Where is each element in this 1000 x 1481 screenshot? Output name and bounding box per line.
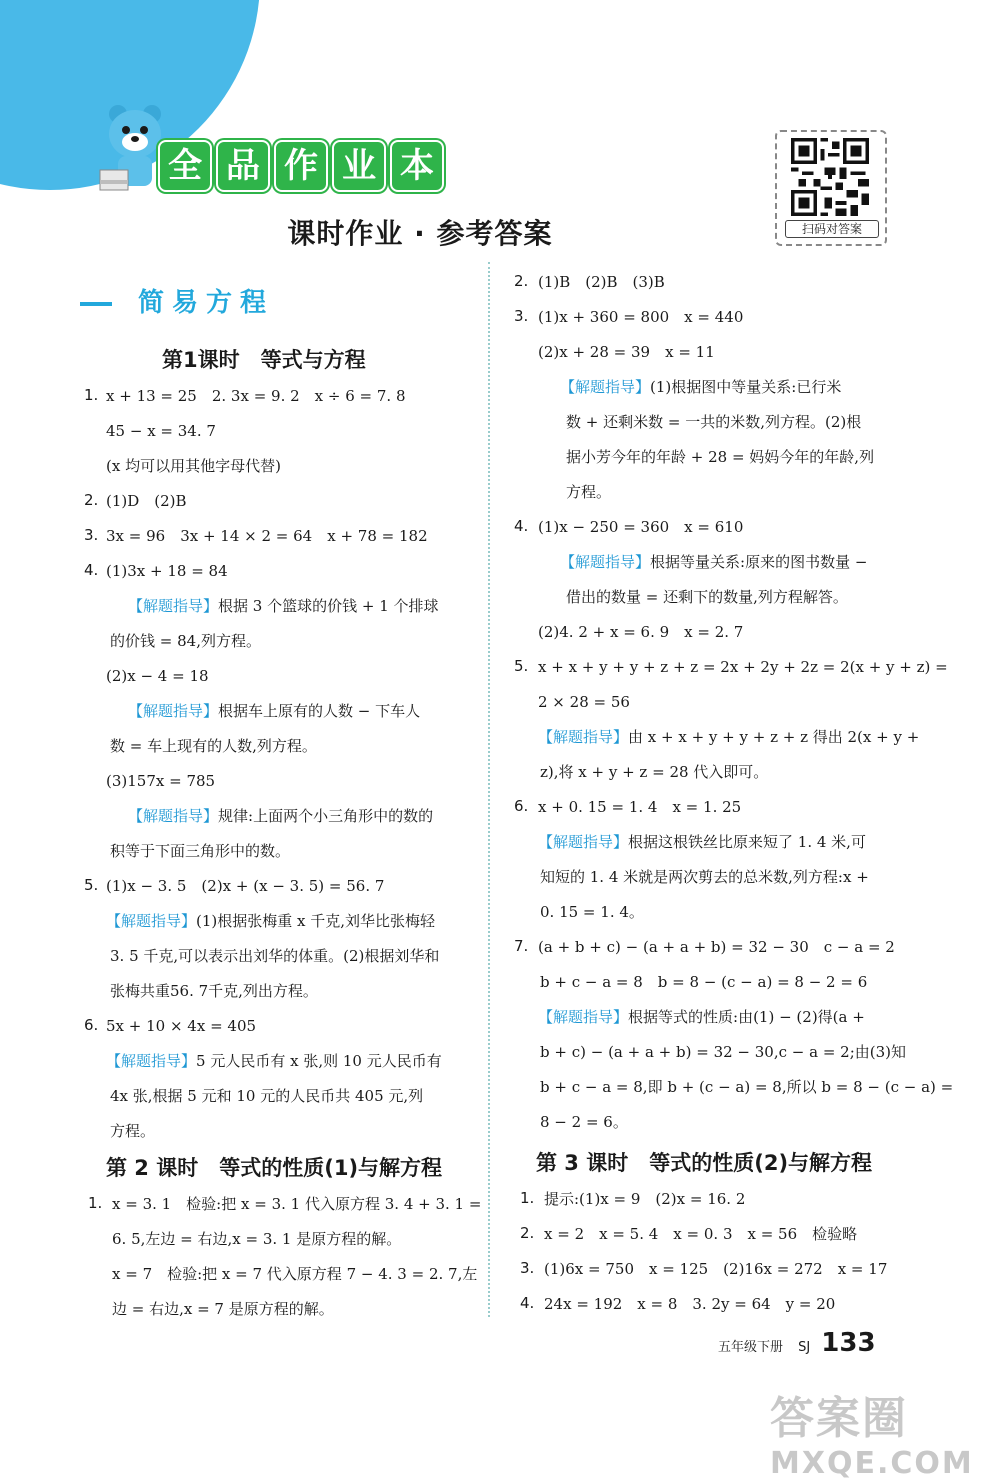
answer-line: x = 2 x = 5. 4 x = 0. 3 x = 56 检验略	[544, 1225, 858, 1243]
logo-char: 作	[274, 140, 328, 192]
item-number: 2.	[514, 272, 529, 290]
page-footer	[718, 1328, 876, 1358]
answer-line: (1)D (2)B	[106, 492, 187, 510]
answer-line: 2 × 28 = 56	[538, 693, 630, 711]
hint-tag: 【解题指导】	[538, 1008, 629, 1026]
lesson-2-title: 第 2 课时 等式的性质(1)与解方程	[106, 1156, 443, 1180]
hint-line: 方程。	[110, 1122, 156, 1140]
item-number: 2.	[520, 1224, 535, 1242]
answer-line: 3x = 96 3x + 14 × 2 = 64 x + 78 = 182	[106, 527, 428, 545]
grade-label: 五年级下册	[718, 1340, 784, 1355]
item-number: 4.	[84, 561, 99, 579]
answer-line: 6. 5,左边 = 右边,x = 3. 1 是原方程的解。	[112, 1230, 402, 1248]
item-number: 7.	[514, 937, 529, 955]
brand-logo	[96, 100, 434, 210]
logo-char: 品	[216, 140, 270, 192]
hint-line: 知短的 1. 4 米就是两次剪去的总米数,列方程:x +	[540, 868, 869, 886]
hint-line: 【解题指导】由 x + x + y + y + z + z 得出 2(x + y +	[538, 728, 920, 746]
answer-line: x + 0. 15 = 1. 4 x = 1. 25	[538, 798, 742, 816]
page-number: 133	[821, 1328, 876, 1358]
answer-line: (1)B (2)B (3)B	[538, 273, 665, 291]
hint-line: b + c) − (a + a + b) = 32 − 30,c − a = 2;由(3)知	[540, 1043, 907, 1061]
column-divider	[488, 262, 490, 1317]
item-number: 5.	[514, 657, 529, 675]
answer-line: 边 = 右边,x = 7 是原方程的解。	[112, 1300, 334, 1318]
answer-line: (2)4. 2 + x = 6. 9 x = 2. 7	[538, 623, 744, 641]
hint-line: z),将 x + y + z = 28 代入即可。	[540, 763, 769, 781]
page-title: 课时作业 · 参考答案	[287, 217, 553, 250]
hint-tag: 【解题指导】	[128, 807, 219, 825]
answer-line: (x 均可以用其他字母代替)	[106, 457, 281, 475]
answer-line: (1)x + 360 = 800 x = 440	[538, 308, 744, 326]
answer-line: (1)x − 250 = 360 x = 610	[538, 518, 744, 536]
hint-tag: 【解题指导】	[560, 553, 651, 571]
hint-line: 数 = 车上现有的人数,列方程。	[110, 737, 317, 755]
hint-line: 的价钱 = 84,列方程。	[110, 632, 261, 650]
item-number: 3.	[514, 307, 529, 325]
hint-line: 【解题指导】(1)根据图中等量关系:已行米	[560, 378, 842, 396]
hint-line: 3. 5 千克,可以表示出刘华的体重。(2)根据刘华和	[110, 947, 440, 965]
answer-line: (1)3x + 18 = 84	[106, 562, 228, 580]
logo-char: 业	[332, 140, 386, 192]
qr-code-icon	[791, 138, 869, 216]
logo-text	[158, 140, 444, 192]
logo-char: 全	[158, 140, 212, 192]
answer-line: (1)6x = 750 x = 125 (2)16x = 272 x = 17	[544, 1260, 888, 1278]
hint-line: 【解题指导】根据车上原有的人数 − 下车人	[128, 702, 421, 720]
item-number: 3.	[520, 1259, 535, 1277]
hint-line: 【解题指导】根据等量关系:原来的图书数量 −	[560, 553, 868, 571]
edition-code: SJ	[798, 1340, 811, 1355]
watermark-text: 答案圈	[770, 1393, 908, 1444]
lesson-3-title: 第 3 课时 等式的性质(2)与解方程	[536, 1151, 873, 1175]
answer-line: x + 13 = 25 2. 3x = 9. 2 x ÷ 6 = 7. 8	[106, 387, 406, 405]
chapter-dash	[80, 302, 112, 306]
logo-char: 本	[390, 140, 444, 192]
hint-tag: 【解题指导】	[128, 597, 219, 615]
chapter-title: 简易方程	[138, 288, 275, 318]
hint-line: 据小芳今年的年龄 + 28 = 妈妈今年的年龄,列	[566, 448, 875, 466]
hint-line: 0. 15 = 1. 4。	[540, 903, 644, 921]
answer-line: b + c − a = 8 b = 8 − (c − a) = 8 − 2 = 6	[540, 973, 868, 991]
hint-line: b + c − a = 8,即 b + (c − a) = 8,所以 b = 8 − (c − a) =	[540, 1078, 954, 1096]
hint-tag: 【解题指导】	[106, 912, 197, 930]
item-number: 1.	[88, 1194, 103, 1212]
item-number: 5.	[84, 876, 99, 894]
hint-tag: 【解题指导】	[128, 702, 219, 720]
qr-label: 扫码对答案	[785, 220, 879, 238]
chapter-heading	[80, 282, 274, 319]
answer-line: x = 7 检验:把 x = 7 代入原方程 7 − 4. 3 = 2. 7,左	[112, 1265, 478, 1283]
answer-line: (2)x − 4 = 18	[106, 667, 209, 685]
hint-line: 数 + 还剩米数 = 一共的米数,列方程。(2)根	[566, 413, 862, 431]
item-number: 4.	[520, 1294, 535, 1312]
hint-line: 【解题指导】根据等式的性质:由(1) − (2)得(a +	[538, 1008, 865, 1026]
hint-tag: 【解题指导】	[106, 1052, 197, 1070]
item-number: 6.	[514, 797, 529, 815]
watermark-url: MXQE.COM	[770, 1446, 974, 1481]
hint-line: 【解题指导】(1)根据张梅重 x 千克,刘华比张梅轻	[106, 912, 436, 930]
item-number: 1.	[520, 1189, 535, 1207]
hint-line: 【解题指导】根据这根铁丝比原来短了 1. 4 米,可	[538, 833, 866, 851]
hint-line: 张梅共重56. 7千克,列出方程。	[110, 982, 318, 1000]
answer-line: 提示:(1)x = 9 (2)x = 16. 2	[544, 1190, 746, 1208]
hint-line: 【解题指导】5 元人民币有 x 张,则 10 元人民币有	[106, 1052, 442, 1070]
hint-line: 4x 张,根据 5 元和 10 元的人民币共 405 元,列	[110, 1087, 424, 1105]
answer-line: 45 − x = 34. 7	[106, 422, 216, 440]
hint-tag: 【解题指导】	[560, 378, 651, 396]
answer-line: (2)x + 28 = 39 x = 11	[538, 343, 715, 361]
answer-line: (1)x − 3. 5 (2)x + (x − 3. 5) = 56. 7	[106, 877, 385, 895]
answer-line: (a + b + c) − (a + a + b) = 32 − 30 c − a = 2	[538, 938, 895, 956]
hint-line: 方程。	[566, 483, 612, 501]
answer-line: (3)157x = 785	[106, 772, 216, 790]
item-number: 1.	[84, 386, 99, 404]
item-number: 4.	[514, 517, 529, 535]
answer-line: 24x = 192 x = 8 3. 2y = 64 y = 20	[544, 1295, 836, 1313]
item-number: 3.	[84, 526, 99, 544]
hint-line: 借出的数量 = 还剩下的数量,列方程解答。	[566, 588, 848, 606]
item-number: 2.	[84, 491, 99, 509]
answer-line: x + x + y + y + z + z = 2x + 2y + 2z = 2(x + y + z) =	[538, 658, 948, 676]
lesson-1-title: 第1课时 等式与方程	[162, 348, 366, 372]
answer-line: x = 3. 1 检验:把 x = 3. 1 代入原方程 3. 4 + 3. 1 =	[112, 1195, 482, 1213]
answer-line: 5x + 10 × 4x = 405	[106, 1017, 257, 1035]
site-watermark	[770, 1382, 990, 1481]
hint-line: 【解题指导】根据 3 个篮球的价钱 + 1 个排球	[128, 597, 439, 615]
hint-line: 【解题指导】规律:上面两个小三角形中的数的	[128, 807, 434, 825]
hint-tag: 【解题指导】	[538, 833, 629, 851]
hint-tag: 【解题指导】	[538, 728, 629, 746]
item-number: 6.	[84, 1016, 99, 1034]
hint-line: 积等于下面三角形中的数。	[110, 842, 291, 860]
hint-line: 8 − 2 = 6。	[540, 1113, 628, 1131]
